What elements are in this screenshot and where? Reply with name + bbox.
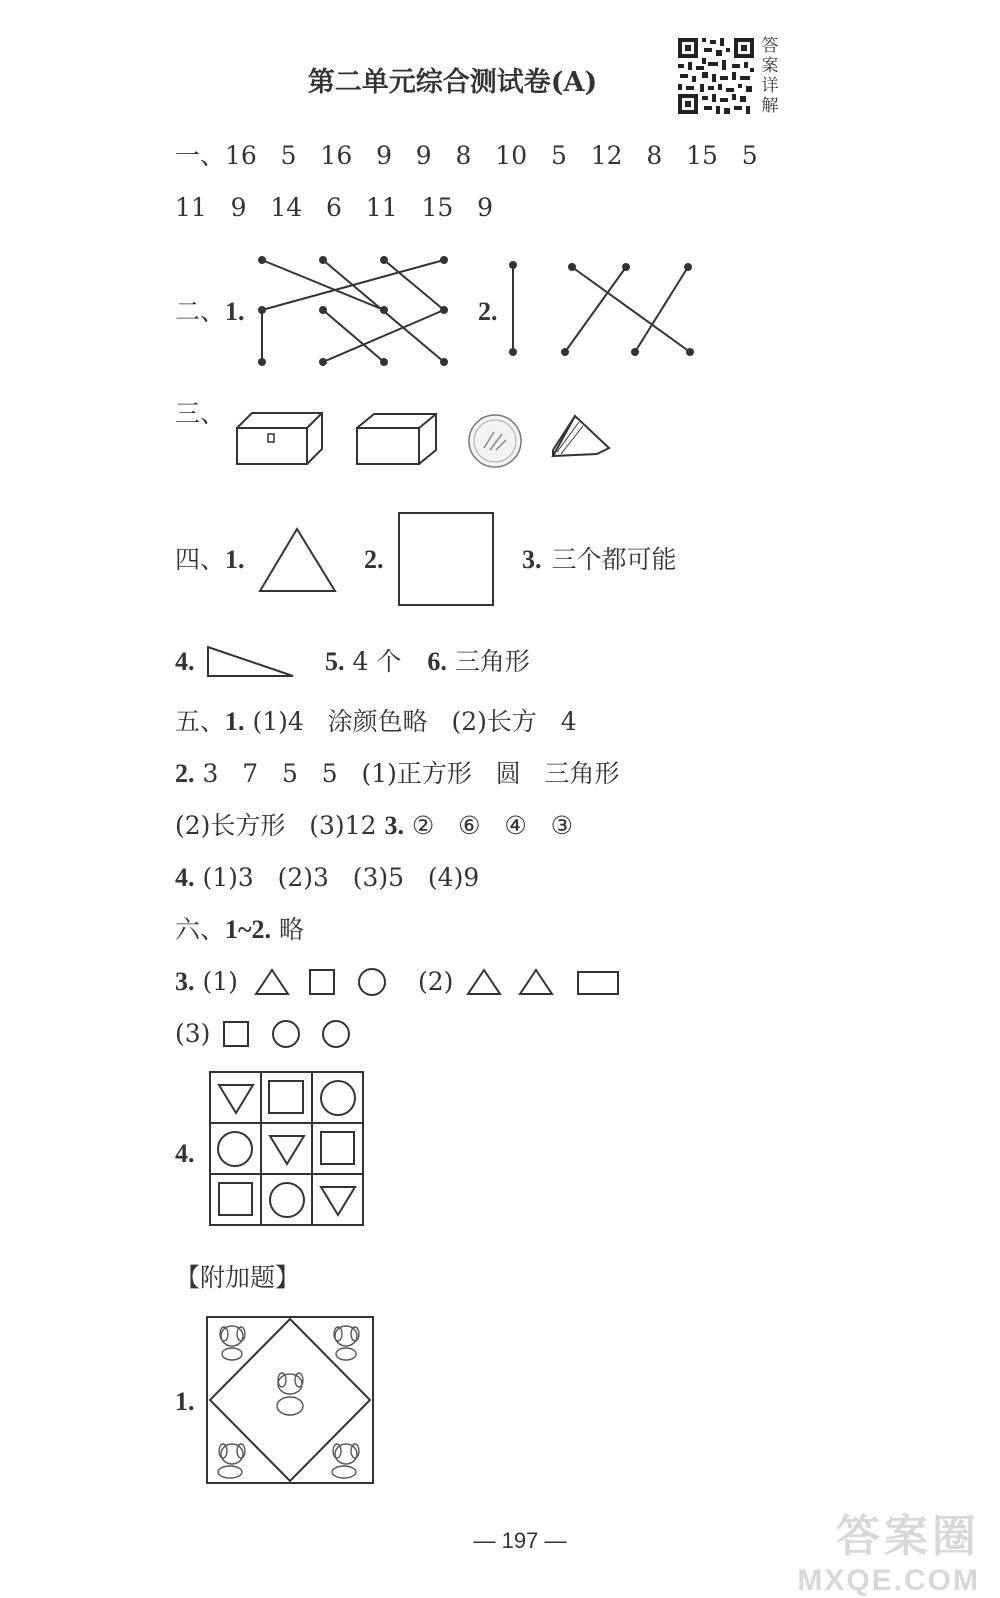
section-6-q3-part-2 bbox=[418, 966, 453, 998]
section-4-q3 bbox=[522, 544, 677, 576]
watermark bbox=[797, 1500, 980, 1598]
brick-box-icon bbox=[352, 410, 442, 468]
section-1-answers-1: 16 5 16 9 9 8 10 5 12 8 15 5 bbox=[225, 141, 758, 170]
section-4-line-2 bbox=[175, 646, 195, 678]
section-4-q6-num: 6. bbox=[427, 647, 447, 676]
watermark-line-1: 答案圈 bbox=[836, 1512, 980, 1561]
section-4-q2 bbox=[364, 544, 384, 576]
qr-caption: 答 案 详 解 bbox=[761, 36, 779, 116]
sandwich-icon bbox=[545, 410, 615, 462]
section-5-line-4 bbox=[175, 862, 479, 894]
section-4-q5-answer: 4 个 bbox=[352, 647, 402, 676]
matching-lines-1 bbox=[250, 248, 460, 373]
section-3-row bbox=[175, 398, 225, 430]
section-1-line-2 bbox=[175, 192, 493, 224]
section-6-q4 bbox=[175, 1138, 195, 1170]
section-6-q3-part-1: (1) bbox=[202, 967, 238, 996]
section-6-q4-num: 4. bbox=[175, 1139, 195, 1168]
watermark-line-2: MXQE.COM bbox=[797, 1564, 980, 1597]
section-4-q6-answer: 三角形 bbox=[454, 647, 530, 676]
puppy-diagram bbox=[204, 1314, 376, 1486]
page-title: 第二单元综合测试卷(A) bbox=[307, 67, 598, 98]
section-1-label: 一、 bbox=[175, 141, 226, 170]
section-6-q1-answer: 略 bbox=[279, 915, 305, 944]
section-5-q2-answer-cont: (2)长方形 (3)12 bbox=[175, 811, 385, 840]
section-5-line-2 bbox=[175, 758, 620, 790]
square-shape bbox=[395, 509, 497, 609]
section-5-line-1 bbox=[175, 706, 577, 738]
section-2-q1-num: 1. bbox=[225, 297, 245, 326]
section-6-q3-num: 3. bbox=[175, 967, 195, 996]
section-2-label: 二、 bbox=[175, 297, 226, 326]
triangle-shape bbox=[255, 523, 340, 598]
puppy-icons bbox=[218, 1326, 359, 1478]
extra-q1 bbox=[175, 1386, 195, 1418]
extra-section-label bbox=[175, 1262, 300, 1294]
qr-code[interactable] bbox=[676, 36, 756, 116]
section-2-q2-num: 2. bbox=[478, 297, 498, 326]
section-5-q3-num: 3. bbox=[384, 811, 404, 840]
section-5-q4-answer: (1)3 (2)3 (3)5 (4)9 bbox=[202, 863, 480, 892]
section-6-q3-part-2-label: (2) bbox=[418, 967, 454, 996]
extra-q1-num: 1. bbox=[175, 1387, 195, 1416]
section-1-line-1 bbox=[175, 140, 758, 172]
section-6-q3-shapes-row-2 bbox=[218, 1014, 358, 1054]
section-4-q4-num: 4. bbox=[175, 647, 195, 676]
right-triangle-shape bbox=[203, 642, 298, 682]
section-4-q5-num: 5. bbox=[325, 647, 345, 676]
section-5-line-3 bbox=[175, 810, 573, 842]
section-4-q5-q6 bbox=[325, 646, 530, 678]
section-2-q2 bbox=[478, 296, 498, 328]
section-4-line-1 bbox=[175, 544, 245, 576]
section-5-q1-num: 1. bbox=[225, 707, 245, 736]
section-4-label: 四、 bbox=[175, 545, 226, 574]
section-5-q2-num: 2. bbox=[175, 759, 195, 788]
section-6-label: 六、 bbox=[175, 915, 226, 944]
section-4-q3-num: 3. bbox=[522, 545, 542, 574]
section-5-q1-answer: (1)4 涂颜色略 (2)长方 4 bbox=[252, 707, 577, 736]
section-4-q2-num: 2. bbox=[364, 545, 384, 574]
extra-label: 【附加题】 bbox=[175, 1263, 301, 1292]
section-6-q1-num: 1~2. bbox=[225, 915, 272, 944]
section-5-q2-answer: 3 7 5 5 (1)正方形 圆 三角形 bbox=[202, 759, 620, 788]
chest-box-icon bbox=[232, 408, 328, 468]
matching-lines-2 bbox=[500, 255, 705, 365]
section-6-q3-part-3: (3) bbox=[175, 1019, 211, 1048]
section-4-q3-answer: 三个都可能 bbox=[551, 545, 677, 574]
shape-grid bbox=[207, 1069, 367, 1229]
section-6-line-2 bbox=[175, 966, 238, 998]
coin-icon bbox=[464, 410, 526, 472]
section-5-label: 五、 bbox=[175, 707, 226, 736]
section-6-line-1 bbox=[175, 914, 304, 946]
page-number: — 197 — bbox=[473, 1528, 567, 1553]
section-2-row bbox=[175, 296, 245, 328]
section-6-line-3 bbox=[175, 1018, 210, 1050]
section-3-label: 三、 bbox=[175, 399, 226, 428]
section-4-q1-num: 1. bbox=[225, 545, 245, 574]
section-1-answers-2: 11 9 14 6 11 15 9 bbox=[175, 193, 494, 222]
section-5-q3-answer: ② ⑥ ④ ③ bbox=[411, 811, 574, 840]
section-5-q4-num: 4. bbox=[175, 863, 195, 892]
